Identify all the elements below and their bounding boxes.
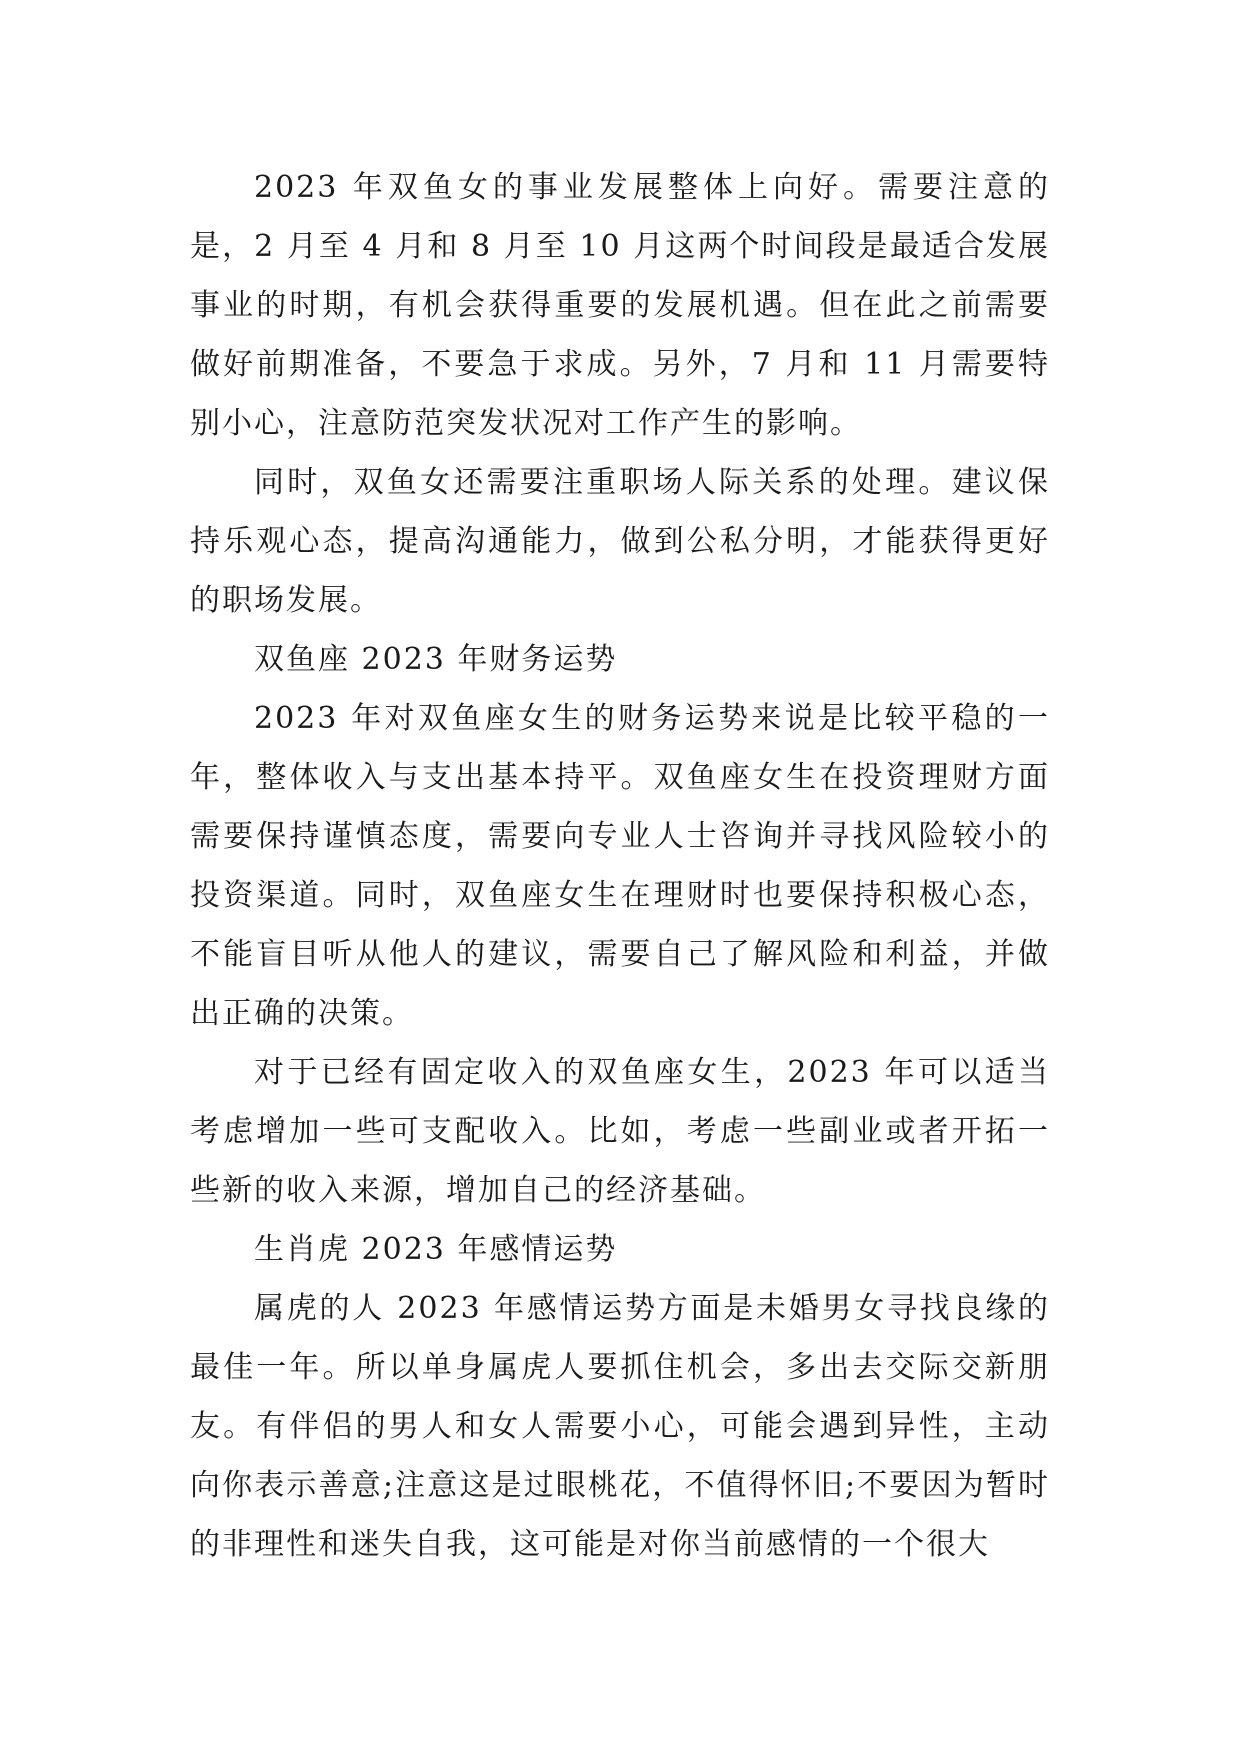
section-heading-finance: 双鱼座 2023 年财务运势 xyxy=(254,642,618,677)
paragraph-finance: 2023 年对双鱼座女生的财务运势来说是比较平稳的一年，整体收入与支出基本持平。双鱼座女生在投资理财方面需要保持谨慎态度，需要向专业人士咨询并寻找风险较小的投资渠道。同时，双鱼座女生在理财时也要保持积极心态，不能盲目听从他人的建议，需要自己了解风险和利益，并做出正确的决策。 xyxy=(190,701,1050,1031)
section-heading-romance: 生肖虎 2023 年感情运势 xyxy=(254,1232,618,1267)
paragraph-income: 对于已经有固定收入的双鱼座女生，2023 年可以适当考虑增加一些可支配收入。比如，考虑一些副业或者开拓一些新的收入来源，增加自己的经济基础。 xyxy=(190,1055,1050,1208)
paragraph-romance: 属虎的人 2023 年感情运势方面是未婚男女寻找良缘的最佳一年。所以单身属虎人要抓住机会，多出去交际交新朋友。有伴侣的男人和女人需要小心，可能会遇到异性，主动向你表示善意;注意这是过眼桃花，不值得怀旧;不要因为暂时的非理性和迷失自我，这可能是对你当前感情的一个很大 xyxy=(190,1291,1050,1562)
paragraph-workplace-relations: 同时，双鱼女还需要注重职场人际关系的处理。建议保持乐观心态，提高沟通能力，做到公私分明，才能获得更好的职场发展。 xyxy=(190,465,1050,618)
paragraph-career: 2023 年双鱼女的事业发展整体上向好。需要注意的是，2 月至 4 月和 8 月至 10 月这两个时间段是最适合发展事业的时期，有机会获得重要的发展机遇。但在此之前需要做好前期准备，不要急于求成。另外，7 月和 11 月需要特别小心，注意防范突发状况对工作产生的影响。 xyxy=(190,170,1050,441)
document-page xyxy=(190,158,1050,1574)
